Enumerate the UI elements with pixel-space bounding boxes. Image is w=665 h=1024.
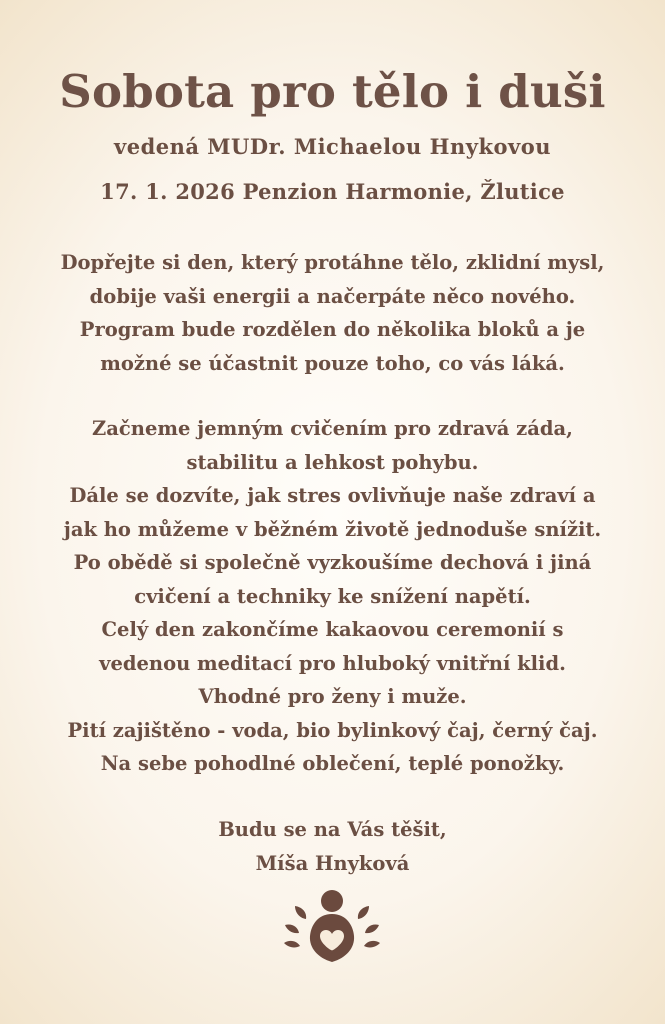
signature: Míša Hnyková — [255, 851, 410, 875]
text-line: stabilitu a lehkost pohybu. — [186, 450, 479, 474]
date-location: 17. 1. 2026 Penzion Harmonie, Žlutice — [100, 179, 565, 204]
person-heart-leaves-icon — [282, 888, 382, 966]
text-line: Pití zajištěno - voda, bio bylinkový čaj, černý čaj. — [67, 718, 598, 742]
text-line: Celý den zakončíme kakaovou ceremonií s — [101, 618, 564, 641]
closing — [0, 813, 665, 880]
text-line: Program bude rozdělen do několika bloků a je — [79, 318, 586, 341]
text-line: vedenou meditací pro hluboký vnitřní klid. — [99, 651, 566, 675]
text-line: jak ho můžeme v běžném životě jednoduše snížit. — [63, 517, 602, 541]
text-line: Dopřejte si den, který protáhne tělo, zklidní mysl, — [60, 251, 605, 274]
intro-paragraph — [0, 246, 665, 380]
text-line: Po obědě si společně vyzkoušíme dechová i jiná — [73, 551, 592, 574]
text-line: dobije vaši energii a načerpáte něco nového. — [89, 284, 576, 308]
subtitle: vedená MUDr. Michaelou Hnykovou — [114, 134, 551, 159]
text-line: Na sebe pohodlné oblečení, teplé ponožky. — [100, 752, 565, 775]
page-title: Sobota pro tělo i duši — [59, 65, 606, 118]
text-line: Dále se dozvíte, jak stres ovlivňuje naše zdraví a — [69, 484, 596, 507]
text-line: Začneme jemným cvičením pro zdravá záda, — [92, 417, 573, 440]
greeting: Budu se na Vás těšit, — [218, 818, 447, 841]
program-paragraph — [0, 412, 665, 781]
text-line: cvičení a techniky ke snížení napětí. — [134, 584, 531, 608]
text-line: Vhodné pro ženy i muže. — [198, 685, 467, 708]
text-line: možné se účastnit pouze toho, co vás láká. — [100, 351, 565, 375]
